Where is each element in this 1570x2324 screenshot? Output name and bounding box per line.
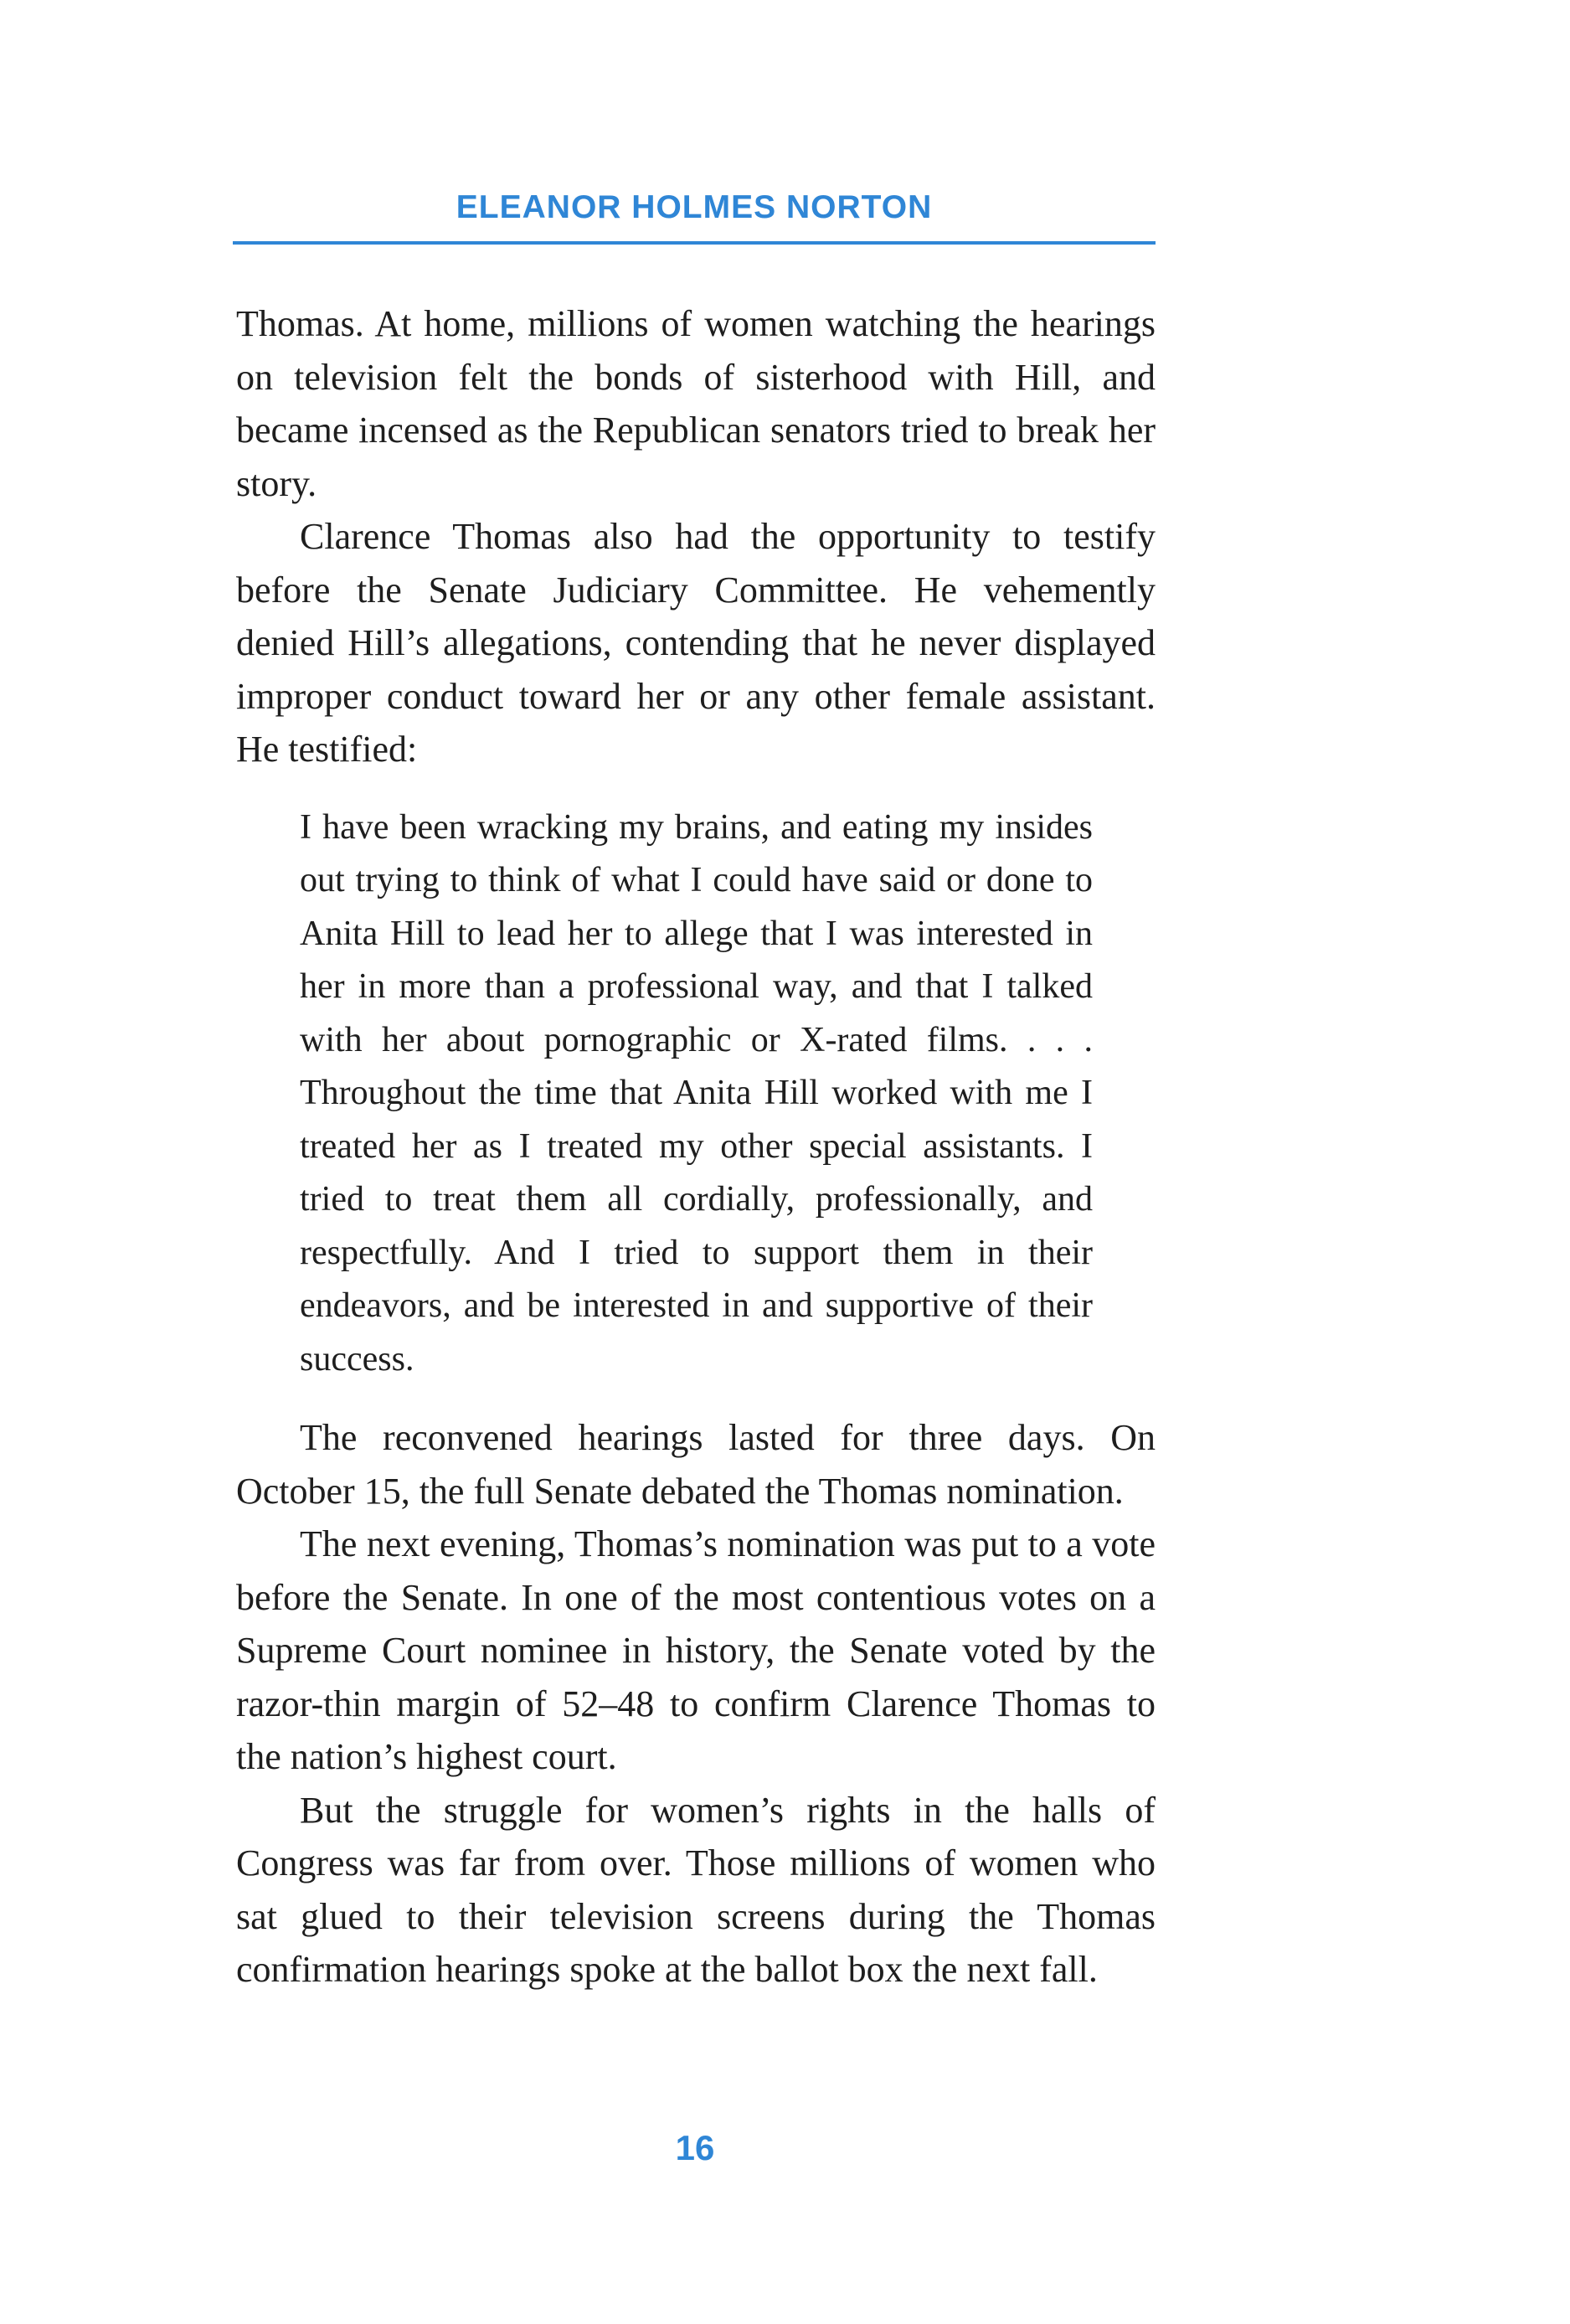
header-rule xyxy=(233,241,1156,245)
paragraph: But the struggle for women’s rights in the halls of Congress was far from over. Those millions of women who sat glued to their television screens during the Thomas confirmation hearings spoke at the ballot box the next fall. xyxy=(236,1789,1156,1990)
paragraph-continued: Thomas. At home, millions of women watching the hearings on television felt the bonds of sisterhood with Hill, and became incensed as the Republican senators tried to break her story. xyxy=(236,303,1156,504)
running-head: ELEANOR HOLMES NORTON xyxy=(456,189,933,225)
paragraph: Clarence Thomas also had the opportunity to testify before the Senate Judiciary Committee. He vehemently denied Hill’s allegations, contending that he never displayed improper conduct toward her or any other female assistant. He testified: xyxy=(236,516,1156,770)
page-number: 16 xyxy=(675,2128,715,2167)
paragraph: The reconvened hearings lasted for three days. On October 15, the full Senate debated the Thomas nomination. xyxy=(236,1417,1156,1512)
paragraph: The next evening, Thomas’s nomination was put to a vote before the Senate. In one of the most contentious votes on a Supreme Court nominee in history, the Senate voted by the razor-thin margin of 52–48 to confirm Clarence Thomas to the nation’s highest court. xyxy=(236,1523,1156,1777)
body-text xyxy=(236,297,1156,1997)
block-quote: I have been wracking my brains, and eating my insides out trying to think of what I could have said or done to Anita Hill to lead her to allege that I was interested in her in more than a professional way, and that I talked with her about pornographic or X-rated films. . . . Throughout the time that Anita Hill worked with me I treated her as I treated my other special assistants. I tried to treat them all cordially, professionally, and respectfully. And I tried to support them in their endeavors, and be interested in and supportive of their success. xyxy=(300,807,1093,1378)
